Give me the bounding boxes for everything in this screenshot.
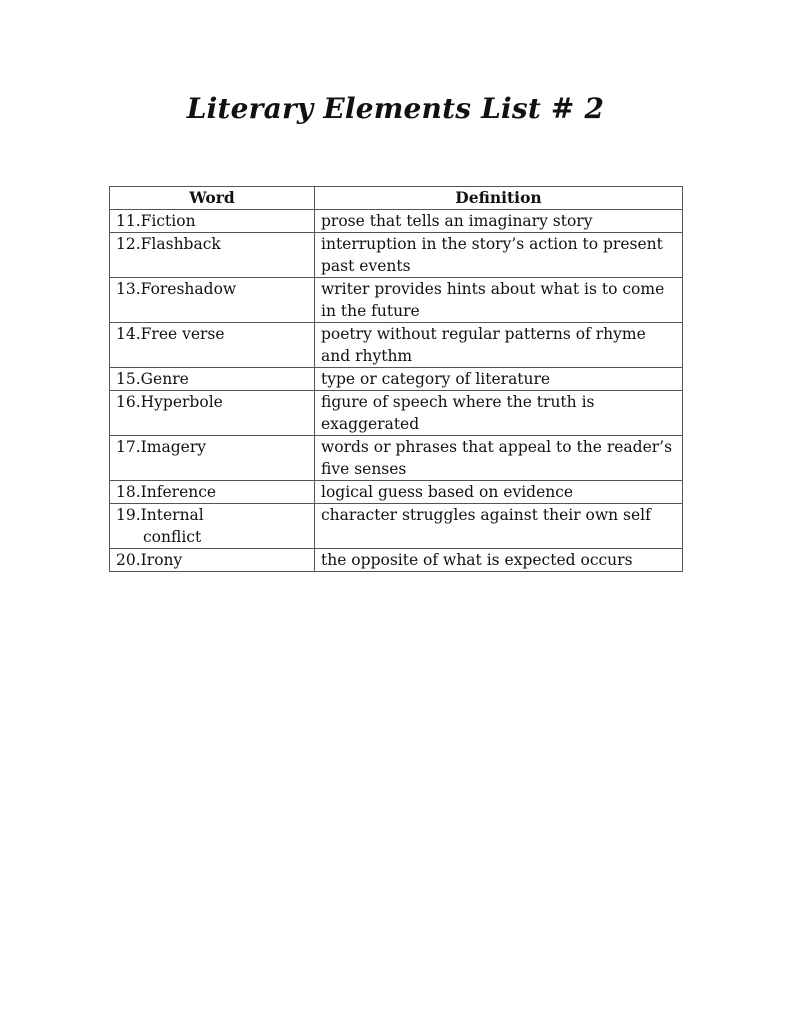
page-title: Literary Elements List # 2 — [186, 92, 605, 125]
term-number: 17. — [116, 438, 141, 456]
term-cell — [110, 504, 315, 549]
term-number: 12. — [116, 235, 141, 253]
definition-cell: words or phrases that appeal to the reader’s five senses — [315, 436, 683, 481]
definition-cell: character struggles against their own self — [315, 504, 683, 549]
table-row — [110, 323, 683, 368]
term-word: Flashback — [140, 235, 221, 253]
term-cell — [110, 368, 315, 391]
table-row — [110, 233, 683, 278]
term-cell — [110, 436, 315, 481]
table-row — [110, 481, 683, 504]
term-cell — [110, 278, 315, 323]
term-cell — [110, 549, 315, 572]
literary-elements-table — [109, 186, 683, 572]
term-word: Inference — [140, 483, 217, 501]
term-number: 15. — [116, 370, 141, 388]
term-cell — [110, 323, 315, 368]
table-row — [110, 391, 683, 436]
table-row — [110, 278, 683, 323]
term-word: Imagery — [140, 438, 206, 456]
term-word: Hyperbole — [140, 393, 223, 411]
definition-cell: interruption in the story’s action to present past events — [315, 233, 683, 278]
definition-cell: poetry without regular patterns of rhyme and rhythm — [315, 323, 683, 368]
column-header-word: Word — [110, 187, 315, 210]
definition-cell: type or category of literature — [315, 368, 683, 391]
term-word: Internal — [140, 506, 204, 524]
table-row — [110, 549, 683, 572]
term-word: Genre — [140, 370, 189, 388]
table-row — [110, 436, 683, 481]
term-number: 19. — [116, 506, 141, 524]
term-number: 20. — [116, 551, 141, 569]
term-number: 18. — [116, 483, 141, 501]
column-header-definition: Definition — [315, 187, 683, 210]
term-number: 14. — [116, 325, 141, 343]
term-cell — [110, 481, 315, 504]
term-word: Irony — [140, 551, 183, 569]
term-word-continuation: conflict — [143, 528, 202, 546]
definition-cell: figure of speech where the truth is exaggerated — [315, 391, 683, 436]
term-word: Fiction — [140, 212, 196, 230]
table-row — [110, 368, 683, 391]
definition-cell: writer provides hints about what is to come in the future — [315, 278, 683, 323]
definition-cell: prose that tells an imaginary story — [315, 210, 683, 233]
table-row — [110, 210, 683, 233]
table-row — [110, 504, 683, 549]
term-word: Free verse — [140, 325, 225, 343]
term-number: 16. — [116, 393, 141, 411]
definition-cell: the opposite of what is expected occurs — [315, 549, 683, 572]
term-cell — [110, 391, 315, 436]
term-cell — [110, 233, 315, 278]
table-header-row — [110, 187, 683, 210]
term-cell — [110, 210, 315, 233]
term-number: 13. — [116, 280, 141, 298]
definition-cell: logical guess based on evidence — [315, 481, 683, 504]
term-number: 11. — [116, 212, 141, 230]
term-word: Foreshadow — [140, 280, 237, 298]
